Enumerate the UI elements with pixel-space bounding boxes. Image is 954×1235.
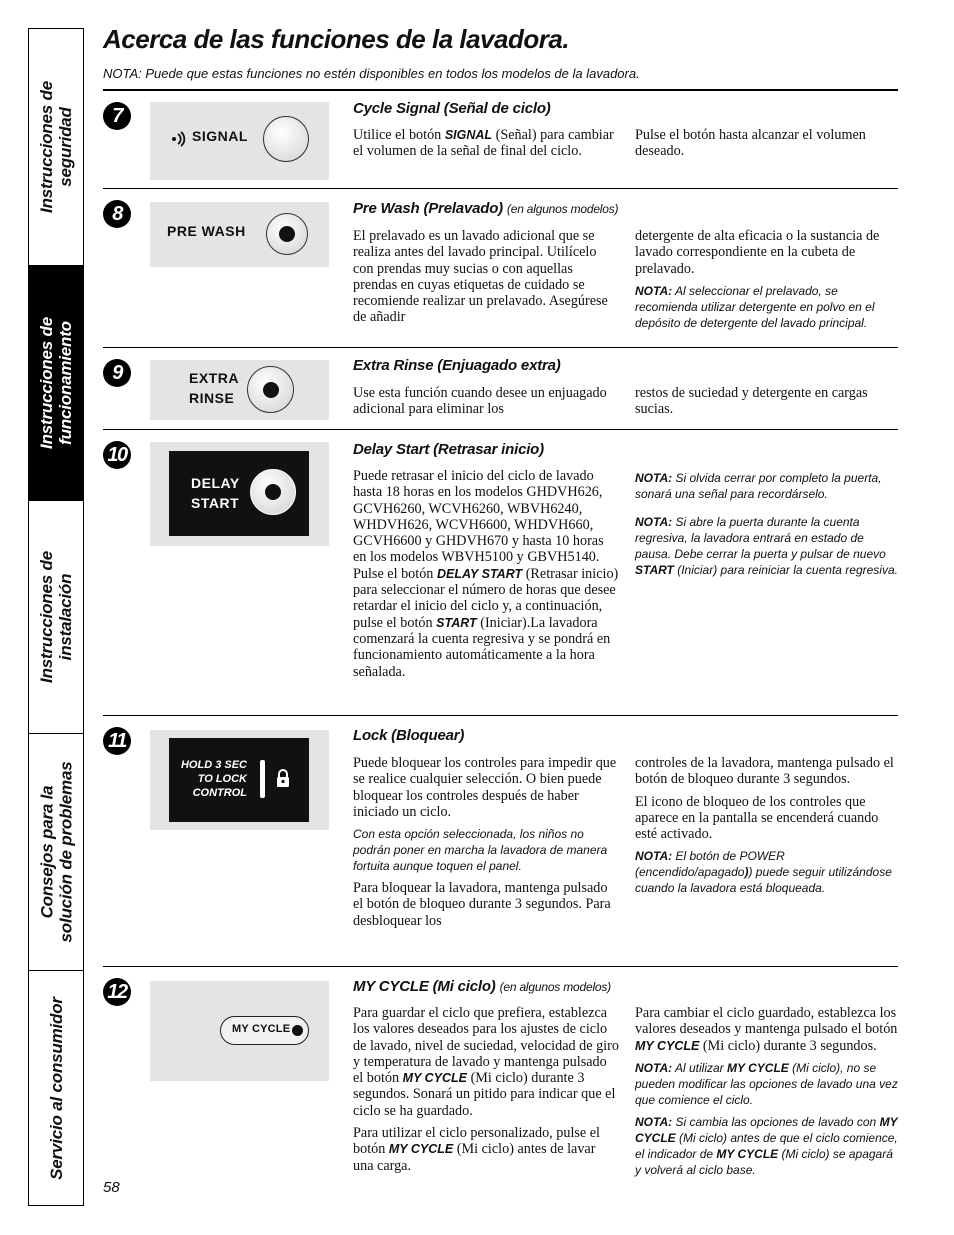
- section-number-badge: 10: [103, 441, 131, 469]
- section-heading: MY CYCLE (Mi ciclo) (en algunos modelos): [353, 978, 611, 995]
- section-text-left: Puede retrasar el inicio del ciclo de lavado hasta 18 horas en los modelos GHDVH626, GCVH6260, WCVH6260, WBVH6240, WHDVH626, WCVH6600, WHDVH660, GCVH6600 y GHDVH670 y hasta 10 horas en los modelos WBVH5100 y GBVH5140. Pulse el botón DELAY START (Retrasar inicio) para seleccionar el número de horas que desee retardar el inicio del ciclo y, a continuación, pulse el botón START (Iniciar).La lavadora comenzará la cuenta regresiva y se pondrá en funcionamiento automáticamente a la hora señalada.: [353, 468, 619, 680]
- feature-delay-start: [103, 430, 898, 716]
- section-number-badge: 8: [103, 200, 131, 228]
- section-heading: Extra Rinse (Enjuagado extra): [353, 357, 561, 374]
- signal-button-label: SIGNAL: [192, 128, 248, 144]
- extra-rinse-button-panel: [150, 360, 329, 420]
- my-cycle-button[interactable]: [220, 1016, 309, 1045]
- section-text-left: Use esta función cuando desee un enjuagado adicional para eliminar los: [353, 385, 607, 418]
- sidebar-tab-seguridad[interactable]: [29, 29, 83, 266]
- signal-button[interactable]: [263, 116, 309, 162]
- feature-pre-wash: [103, 189, 898, 348]
- section-text-right: restos de suciedad y detergente en cargas sucias.: [635, 385, 868, 418]
- prewash-button[interactable]: [266, 213, 308, 255]
- section-number-badge: 11: [103, 727, 131, 755]
- section-text-right: controles de la lavadora, mantenga pulsado el botón de bloqueo durante 3 segundos. El icono de bloqueo de los controles que aparece en la pantalla se encenderá cuando esté activado. NOTA: El botón de POWER (encendido/apagado)) puede seguir utilizándose cuando la lavadora está bloqueada.: [635, 755, 898, 902]
- section-number-badge: 7: [103, 102, 131, 130]
- section-text-left: Utilice el botón SIGNAL (Señal) para cambiar el volumen de la señal de final del ciclo.: [353, 127, 614, 160]
- section-number-badge: 9: [103, 359, 131, 387]
- signal-button-panel: [150, 102, 329, 180]
- note: NOTA: Al utilizar MY CYCLE (Mi ciclo), no se pueden modificar las opciones de lavado una vez que comience el ciclo.: [635, 1060, 898, 1107]
- section-text-right: Pulse el botón hasta alcanzar el volumen deseado.: [635, 127, 866, 160]
- sidebar-tab-label: Instrucciones de seguridad: [37, 81, 75, 213]
- prewash-button-label: PRE WASH: [167, 223, 246, 239]
- sidebar-tab-consumidor[interactable]: [29, 971, 83, 1205]
- note: NOTA: El botón de POWER (encendido/apagado)) puede seguir utilizándose cuando la lavadora está bloqueada.: [635, 849, 892, 896]
- sidebar-tab-label: Instrucciones de instalación: [37, 551, 75, 683]
- section-text-right: detergente de alta eficacia o la sustancia de lavado correspondiente en la cubeta de prelavado. NOTA: Al seleccionar el prelavado, se recomienda utilizar detergente en polvo en el depósito de detergente del lavado principal.: [635, 228, 898, 337]
- section-number-badge: 12: [103, 978, 131, 1006]
- section-heading: Lock (Bloquear): [353, 727, 465, 744]
- sidebar-tab-problemas[interactable]: [29, 734, 83, 971]
- sound-icon: [170, 130, 188, 148]
- note: NOTA: Si abre la puerta durante la cuenta regresiva, la lavadora entrará en estado de pausa. Debe cerrar la puerta y pulsar de nuevo START (Iniciar) para reiniciar la cuenta regresiva.: [635, 515, 898, 577]
- note: NOTA: Al seleccionar el prelavado, se recomienda utilizar detergente en polvo en el depósito de detergente del lavado principal.: [635, 283, 875, 330]
- my-cycle-button-label: MY CYCLE: [232, 1023, 291, 1035]
- lock-button-panel: [150, 730, 329, 830]
- prewash-button-panel: [150, 202, 329, 267]
- my-cycle-button-panel: [150, 981, 329, 1081]
- extra-rinse-button[interactable]: [247, 366, 294, 413]
- lock-button[interactable]: [260, 760, 265, 798]
- delay-start-button[interactable]: [250, 469, 296, 515]
- sidebar-tab-label: Instrucciones de funcionamiento: [37, 317, 75, 449]
- feature-cycle-signal: [103, 91, 898, 189]
- section-text-right: Para cambiar el ciclo guardado, establezca los valores deseados y mantenga pulsado el botón MY CYCLE (Mi ciclo) durante 3 segundos. NOTA: Al utilizar MY CYCLE (Mi ciclo), no se pueden modificar las opciones de lavado una vez que comience el ciclo. NOTA: Si cambia las opciones de lavado con MY CYCLE (Mi ciclo) antes de que el ciclo comience, el indicador de MY CYCLE (Mi ciclo) se apagará y volverá al ciclo base.: [635, 1005, 898, 1177]
- sidebar-tab-label: Servicio al consumidor: [46, 996, 66, 1180]
- feature-lock: [103, 716, 898, 967]
- delay-start-display: [169, 451, 309, 536]
- delay-start-button-panel: [150, 442, 329, 546]
- page-number: 58: [103, 1179, 120, 1196]
- delay-start-button-label: DELAY START: [191, 475, 240, 511]
- lock-button-label: HOLD 3 SEC TO LOCK CONTROL: [180, 759, 247, 799]
- sidebar: [28, 28, 84, 1206]
- page-note: NOTA: Puede que estas funciones no estén disponibles en todos los modelos de la lavadora.: [103, 66, 640, 81]
- section-heading: Pre Wash (Prelavado) (en algunos modelos): [353, 200, 619, 217]
- extra-rinse-button-label: EXTRA RINSE: [189, 370, 239, 406]
- sidebar-tab-label: Consejos para la solución de problemas: [37, 761, 76, 943]
- note: NOTA: Si olvida cerrar por completo la puerta, sonará una señal para recordárselo.: [635, 471, 882, 501]
- page-title: Acerca de las funciones de la lavadora.: [103, 24, 570, 54]
- feature-my-cycle: [103, 967, 898, 1207]
- section-text-left: El prelavado es un lavado adicional que se realiza antes del lavado principal. Utilícelo con prendas muy sucias o con aquellas prendas en cuyas etiquetas de cuidado se recomiende realizar un prelavado. Asegúrese de añadir: [353, 228, 608, 326]
- section-heading: Delay Start (Retrasar inicio): [353, 441, 544, 458]
- sidebar-tab-instalacion[interactable]: [29, 501, 83, 734]
- note: Con esta opción seleccionada, los niños no podrán poner en marcha la lavadora de manera fortuita aunque toquen el panel.: [353, 827, 608, 874]
- section-text-left: Para guardar el ciclo que prefiera, establezca los valores deseados para los ajustes de ciclo de lavado, nivel de suciedad, velocidad de giro y temperatura de lavado y mantenga pulsado el botón MY CYCLE (Mi ciclo) durante 3 segundos. Sonará un pitido para indicar que el ciclo se ha guardado. Para utilizar el ciclo personalizado, pulse el botón MY CYCLE (Mi ciclo) antes de lavar una carga.: [353, 1005, 619, 1174]
- note: NOTA: Si cambia las opciones de lavado con MY CYCLE (Mi ciclo) antes de que el ciclo comience, el indicador de MY CYCLE (Mi ciclo) se apagará y volverá al ciclo base.: [635, 1114, 898, 1177]
- lock-display: [169, 738, 309, 822]
- sidebar-tab-funcionamiento[interactable]: [29, 266, 83, 501]
- section-heading: Cycle Signal (Señal de ciclo): [353, 100, 551, 117]
- feature-extra-rinse: [103, 348, 898, 430]
- indicator-dot-icon: [292, 1025, 303, 1036]
- section-text-left: Puede bloquear los controles para impedir que se realice cualquier selección. O bien puede bloquear los controles después de haber iniciado un ciclo. Con esta opción seleccionada, los niños no podrán poner en marcha la lavadora de manera fortuita aunque toquen el panel. Para bloquear la lavadora, mantenga pulsado el botón de bloqueo durante 3 segundos. Para desbloquear los: [353, 755, 619, 935]
- lock-icon: [275, 768, 291, 788]
- section-text-right: [635, 470, 898, 584]
